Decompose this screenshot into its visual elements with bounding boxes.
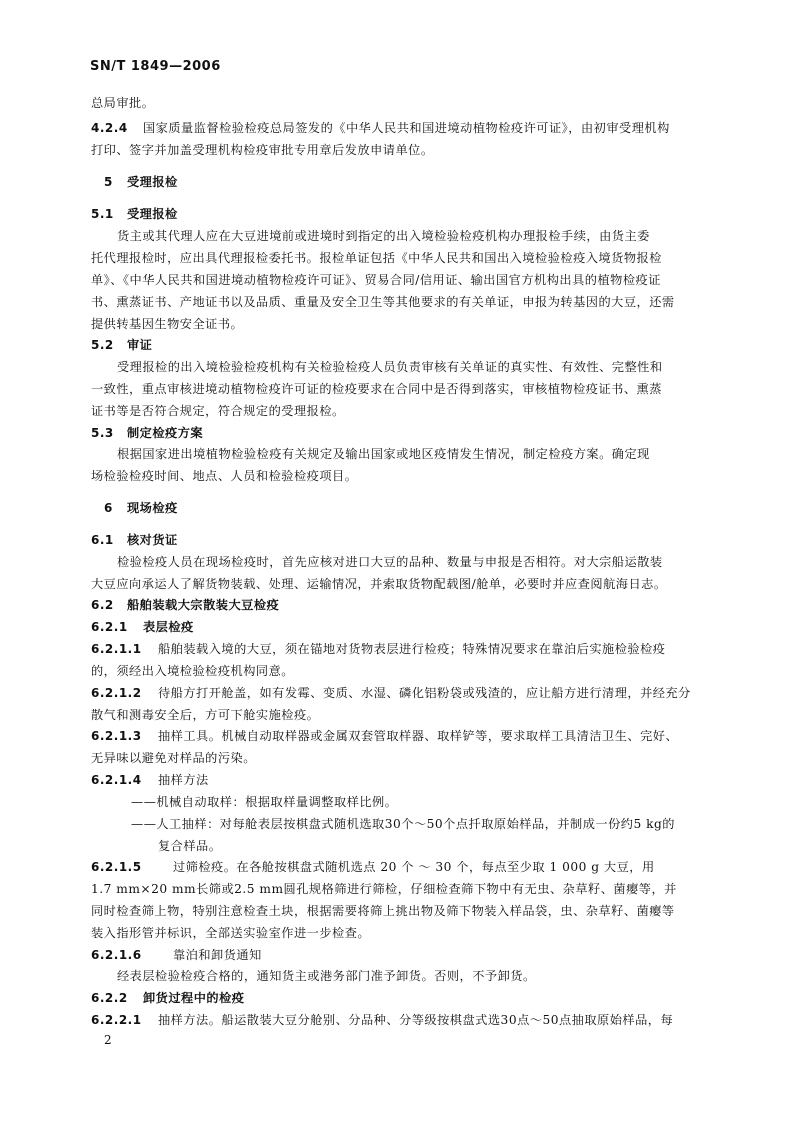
subsection-heading: 6.2.1 表层检疫 [91, 620, 194, 634]
text-line: 场检验检疫时间、地点、人员和检验检疫项目。 [91, 469, 358, 483]
text-line: 同时检查筛上物，特别注意检查土块，根据需要将筛上挑出物及筛下物装入样品袋，虫、杂草籽、菌瘿等 [91, 904, 675, 918]
clause-line: 6.2.1.4 抽样方法 [91, 773, 209, 787]
clause-number: 6.2.1.1 [91, 642, 142, 656]
text-line: 提供转基因生物安全证书。 [91, 317, 244, 331]
clause-number: 6.2.1.3 [91, 729, 142, 743]
clause-number: 6.2.1.4 [91, 773, 142, 787]
text-line: 证书等是否符合规定，符合规定的受理报检。 [91, 404, 345, 418]
subsection-heading: 6.2 船舶装载大宗散装大豆检疫 [91, 598, 280, 612]
clause-line: 6.2.1.1 船舶装载入境的大豆，须在锚地对货物表层进行检疫；特殊情况要求在靠泊后实施检验检疫 [91, 642, 666, 656]
clause-line: 6.2.1.6 靠泊和卸货通知 [91, 948, 262, 962]
text-line: 书、熏蒸证书、产地证书以及品质、重量及安全卫生等其他要求的有关单证，申报为转基因的大豆，还需 [91, 295, 675, 309]
text-line: 托代理报检时，应出具代理报检委托书。报检单证包括《中华人民共和国出入境检验检疫入境货物报检 [91, 251, 662, 265]
list-item: ——人工抽样：对每舱表层按棋盘式随机选取30个～50个点扦取原始样品，并制成一份约5 kg的 [131, 817, 675, 831]
clause-line: 4.2.4 国家质量监督检验检疫总局签发的《中华人民共和国进境动植物检疫许可证》，由初审受理机构 [91, 121, 670, 135]
section-number: 6.2.2 [91, 991, 128, 1005]
text-line: 装入指形管并标识，全部送实验室作进一步检查。 [91, 926, 371, 940]
text-line: 的，须经出入境检验检疫机构同意。 [91, 664, 294, 678]
section-number: 5.1 [91, 207, 114, 221]
section-number: 5.3 [91, 426, 114, 440]
section-number: 6.2.1 [91, 620, 128, 634]
clause-number: 6.2.1.6 [91, 948, 142, 962]
text-line: 大豆应向承运人了解货物装载、处理、运输情况，并索取货物配载图/舱单，必要时并应查阅航海日志。 [91, 577, 667, 591]
section-number: 6 [104, 501, 113, 515]
text-line: 一致性，重点审核进境动植物检疫许可证的检疫要求在合同中是否得到落实，审核植物检疫证书、熏蒸 [91, 382, 662, 396]
text-line: 经表层检验检疫合格的，通知货主或港务部门准予卸货。否则，不予卸货。 [117, 969, 536, 983]
clause-number: 6.2.1.2 [91, 686, 142, 700]
section-heading: 6 现场检疫 [104, 501, 178, 515]
section-number: 6.1 [91, 533, 114, 547]
section-number: 6.2 [91, 598, 114, 612]
clause-line: 6.2.1.5 过筛检疫。在各舱按棋盘式随机选点 20 个 ～ 30 个，每点至少取 1 000 g 大豆，用 [91, 860, 655, 874]
subsection-heading: 5.3 制定检疫方案 [91, 426, 204, 440]
document-code-header: SN/T 1849—2006 [90, 59, 221, 74]
text-line: 1.7 mm×20 mm长筛或2.5 mm圆孔规格筛进行筛检，仔细检查筛下物中有无虫、杂草籽、菌瘿等，并 [91, 882, 677, 896]
clause-line: 6.2.1.2 待船方打开舱盖，如有发霉、变质、水湿、磷化铝粉袋或残渣的，应让船方进行清理，并经充分 [91, 686, 691, 700]
subsection-heading: 6.1 核对货证 [91, 533, 178, 547]
text-line: 单》、《中华人民共和国进境动植物检疫许可证》、贸易合同/信用证、输出国官方机构出具的植物检疫证 [91, 273, 661, 287]
text-line: 货主或其代理人应在大豆进境前或进境时到指定的出入境检验检疫机构办理报检手续，由货主委 [117, 229, 650, 243]
text-line: 根据国家进出境植物检验检疫有关规定及输出国家或地区疫情发生情况，制定检疫方案。确定现 [117, 447, 650, 461]
text-line: 无异味以避免对样品的污染。 [91, 751, 256, 765]
text-line: 复合样品。 [158, 839, 222, 853]
clause-line: 6.2.2.1 抽样方法。船运散装大豆分舱别、分品种、分等级按棋盘式选30点～50点抽取原始样品，每 [91, 1013, 674, 1027]
clause-number: 6.2.2.1 [91, 1013, 142, 1027]
subsection-heading: 6.2.2 卸货过程中的检疫 [91, 991, 245, 1005]
text-line: 检验检疫人员在现场检疫时，首先应核对进口大豆的品种、数量与申报是否相符。对大宗船运散装 [117, 555, 663, 569]
page-number: 2 [104, 1033, 112, 1047]
text-line: 受理报检的出入境检验检疫机构有关检验检疫人员负责审核有关单证的真实性、有效性、完整性和 [117, 360, 663, 374]
subsection-heading: 5.2 审证 [91, 338, 153, 352]
section-number: 5.2 [91, 338, 114, 352]
section-number: 5 [104, 175, 113, 189]
subsection-heading: 5.1 受理报检 [91, 207, 178, 221]
list-item: ——机械自动取样：根据取样量调整取样比例。 [131, 795, 398, 809]
clause-number: 4.2.4 [91, 121, 128, 135]
text-line: 散气和测毒安全后，方可下舱实施检疫。 [91, 708, 320, 722]
clause-line: 6.2.1.3 抽样工具。机械自动取样器或金属双套管取样器、取样铲等，要求取样工具清洁卫生、完好、 [91, 729, 679, 743]
text-line: 打印、签字并加盖受理机构检疫审批专用章后发放申请单位。 [91, 143, 434, 157]
clause-number: 6.2.1.5 [91, 860, 142, 874]
text-line: 总局审批。 [91, 96, 155, 110]
section-heading: 5 受理报检 [104, 175, 178, 189]
